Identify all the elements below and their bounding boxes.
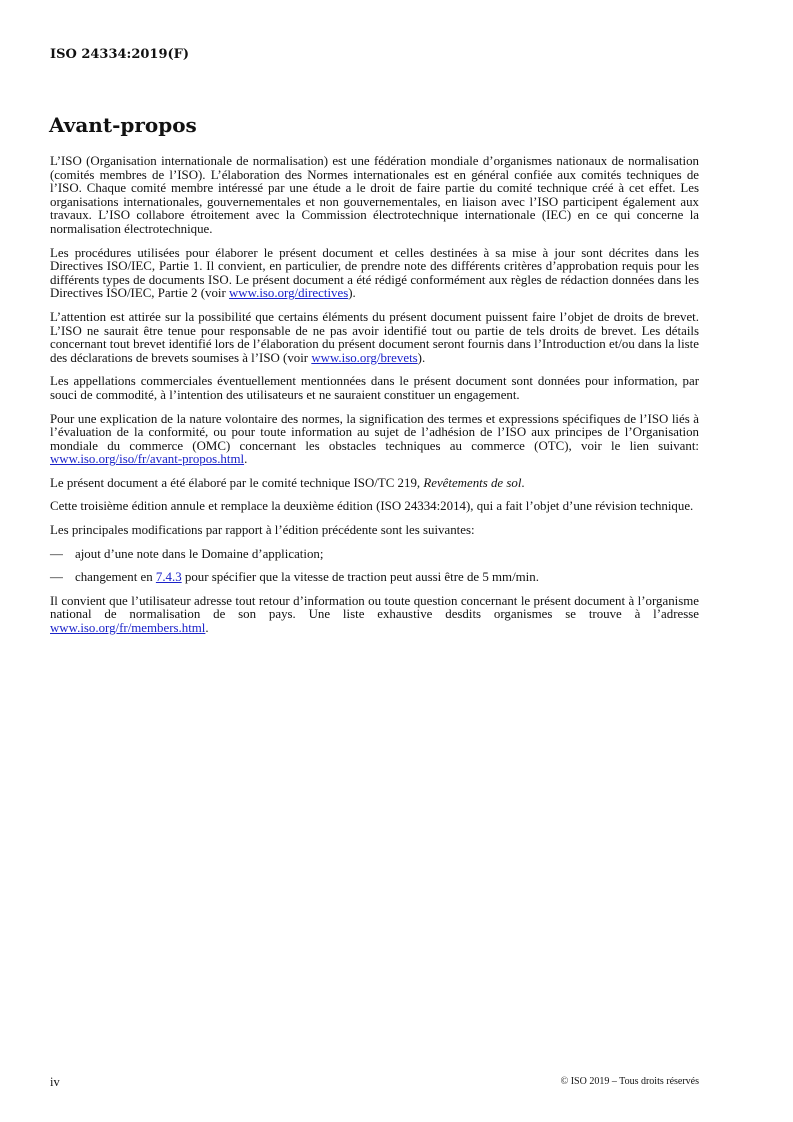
paragraph-changes-intro: Les principales modifications par rapport à l’édition précédente sont les suivantes: [50, 523, 475, 538]
paragraph-text: . [205, 621, 209, 636]
paragraph-text: ). [417, 350, 426, 365]
paragraph-text: L’attention est attirée sur la possibilité que certains éléments du présent document puissent faire l’objet de droits de brevet. L’ISO ne saurait être tenue pour responsable de ne pas avoir identifié tout ou partie de tels droits de brevet. Les détails concernant tout brevet identifié lors de l’élaboration du présent document seront fournis dans l’Introduction et/ou dans la liste des déclarations de brevets soumises à l’ISO (voir [50, 309, 699, 365]
page-number: iv [50, 1075, 60, 1089]
list-item [50, 548, 699, 562]
members-link[interactable]: www.iso.org/fr/members.html [50, 621, 206, 636]
copyright-notice: © ISO 2019 – Tous droits réservés [560, 1076, 699, 1087]
paragraph-text: . [521, 475, 525, 490]
clause-link[interactable]: 7.4.3 [155, 570, 182, 585]
paragraph-procedures [50, 247, 699, 301]
paragraph-iso-intro: L’ISO (Organisation internationale de normalisation) est une fédération mondiale d’organismes nationaux de normalisation (comités membres de l’ISO). L’élaboration des Normes internationales est en général confiée aux comités techniques de l’ISO. Chaque comité membre intéressé par une étude a le droit de faire partie du comité technique créé à cet effet. Les organisations internationales, gouvernementales et non gouvernementales, en liaison avec l’ISO participent également aux travaux. L’ISO collabore étroitement avec la Commission électrotechnique internationale (IEC) en ce qui concerne la normalisation électrotechnique. [50, 154, 699, 236]
dash-marker: — [50, 546, 63, 561]
paragraph-committee [50, 477, 699, 491]
section-title: Avant-propos [49, 113, 197, 137]
paragraph-edition: Cette troisième édition annule et remplace la deuxième édition (ISO 24334:2014), qui a fait l’objet d’une révision technique. [50, 499, 694, 514]
foreword-link[interactable]: www.iso.org/iso/fr/avant-propos.html [50, 452, 245, 467]
dash-marker: — [50, 570, 63, 585]
list-item-text-start: changement en [75, 570, 156, 585]
paragraph-text: Pour une explication de la nature volontaire des normes, la signification des termes et expressions spécifiques de l’ISO liés à l’évaluation de la conformité, ou pour toute information au sujet de l’adhésion de l’ISO aux principes de l’Organisation mondiale du commerce (OMC) concernant les obstacles techniques au commerce (OTC), voir le lien suivant: [50, 411, 699, 453]
paragraph-text: Le présent document a été élaboré par le comité technique ISO/TC 219, [50, 475, 424, 490]
patents-link[interactable]: www.iso.org/brevets [311, 350, 418, 365]
paragraph-text: Les procédures utilisées pour élaborer le présent document et celles destinées à sa mise à jour sont décrites dans les Directives ISO/IEC, Partie 1. Il convient, en particulier, de prendre note des différents critères d’approbation requis pour les différents types de documents ISO. Le présent document a été rédigé conformément aux règles de rédaction données dans les Directives ISO/IEC, Partie 2 (voir [50, 245, 699, 301]
paragraph-patents [50, 311, 699, 365]
paragraph-text: . [244, 452, 248, 467]
list-item-text: ajout d’une note dans le Domaine d’application; [75, 546, 324, 561]
list-item-text-end: pour spécifier que la vitesse de traction peut aussi être de 5 mm/min. [181, 570, 539, 585]
directives-link[interactable]: www.iso.org/directives [229, 286, 349, 301]
paragraph-text: ). [348, 286, 356, 301]
foreword-body [50, 155, 699, 636]
document-identifier: ISO 24334:2019(F) [50, 47, 190, 62]
list-item [50, 571, 699, 585]
paragraph-feedback [50, 595, 699, 636]
paragraph-trade-names: Les appellations commerciales éventuellement mentionnées dans le présent document sont données pour information, par souci de commodité, à l’intention des utilisateurs et ne sauraient constituer un engagement. [50, 374, 699, 402]
list-item-text [75, 571, 539, 585]
committee-title: Revêtements de sol [423, 475, 522, 490]
paragraph-text: Il convient que l’utilisateur adresse tout retour d’information ou toute question concernant le présent document à l’organisme national de normalisation de son pays. Une liste exhaustive desdits organismes se trouve à l’adresse [50, 593, 699, 622]
paragraph-voluntary-nature [50, 413, 699, 467]
